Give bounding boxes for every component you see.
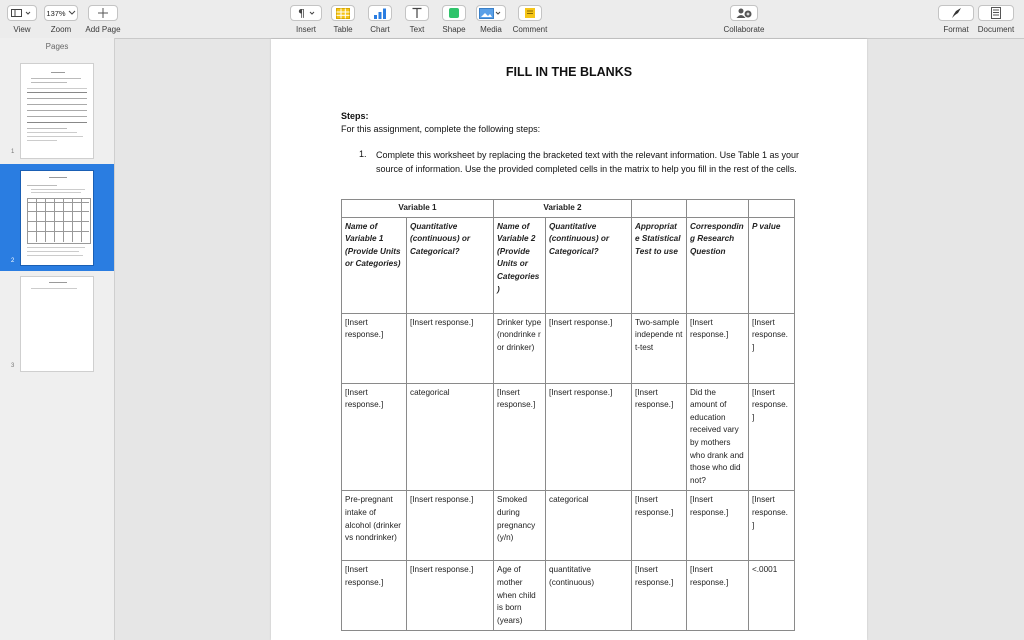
add-page-label: Add Page: [85, 25, 121, 34]
page-thumbnail-3[interactable]: [0, 274, 114, 374]
group-header-variable-2[interactable]: Variable 2: [494, 200, 632, 218]
document-page[interactable]: [271, 39, 867, 640]
table-cell[interactable]: [Insert response.]: [342, 313, 407, 383]
group-header-empty[interactable]: [687, 200, 749, 218]
add-page-control[interactable]: [84, 5, 122, 34]
table-cell[interactable]: [Insert response.]: [632, 491, 687, 561]
media-control[interactable]: [475, 5, 507, 34]
column-header[interactable]: P value: [749, 217, 795, 313]
page-number: 1: [11, 149, 15, 155]
table-cell[interactable]: Two-sample independe nt t-test: [632, 313, 687, 383]
view-control[interactable]: [6, 5, 38, 34]
zoom-label: Zoom: [50, 25, 72, 34]
document-control[interactable]: [976, 5, 1016, 34]
view-label: View: [13, 25, 31, 34]
table-cell[interactable]: [Insert response. ]: [749, 491, 795, 561]
zoom-select[interactable]: [44, 5, 78, 21]
table-cell[interactable]: Did the amount of education received vary by mothers who drank and those who did not?: [687, 383, 749, 491]
text-box-icon: [411, 7, 423, 19]
comment-button[interactable]: [518, 5, 542, 21]
shape-icon: [448, 7, 460, 19]
media-label: Media: [480, 25, 502, 34]
table-cell[interactable]: Age of mother when child is born (years): [494, 561, 546, 631]
table-cell[interactable]: [Insert response.]: [407, 313, 494, 383]
shape-label: Shape: [442, 25, 466, 34]
page-thumbnail-1[interactable]: [0, 54, 114, 162]
bar-chart-icon: [373, 8, 387, 19]
document-label: Document: [977, 25, 1015, 34]
shape-control[interactable]: [440, 5, 468, 34]
shape-button[interactable]: [442, 5, 466, 21]
column-header[interactable]: Name of Variable 1 (Provide Units or Categories): [342, 217, 407, 313]
table-cell[interactable]: [Insert response. ]: [749, 383, 795, 491]
format-control[interactable]: [938, 5, 974, 34]
page-thumbnail-image: [20, 170, 94, 266]
table-cell[interactable]: [Insert response.]: [687, 561, 749, 631]
pages-title: Pages: [45, 42, 69, 51]
column-header[interactable]: Name of Variable 2 (Provide Units or Categories ): [494, 217, 546, 313]
page-number: 3: [11, 363, 15, 369]
steps-label: Steps:: [341, 111, 369, 121]
page-number: 2: [11, 258, 15, 264]
page-thumbnail-2[interactable]: [0, 164, 114, 271]
paintbrush-icon: [950, 7, 962, 19]
table-cell[interactable]: categorical: [546, 491, 632, 561]
group-header-empty[interactable]: [749, 200, 795, 218]
paragraph-icon: [294, 7, 318, 19]
chart-button[interactable]: [368, 5, 392, 21]
comment-control[interactable]: [512, 5, 548, 34]
collaborate-label: Collaborate: [723, 25, 765, 34]
insert-label: Insert: [295, 25, 316, 34]
table-row: [342, 313, 795, 383]
table-cell[interactable]: quantitative (continuous): [546, 561, 632, 631]
collaborate-button[interactable]: [730, 5, 758, 21]
table-icon: [336, 8, 350, 19]
format-button[interactable]: [938, 5, 974, 21]
comment-icon: [524, 7, 536, 19]
zoom-value: 137%: [46, 8, 66, 18]
table-cell[interactable]: Drinker type (nondrinke r or drinker): [494, 313, 546, 383]
table-row: [342, 491, 795, 561]
step-number: 1.: [359, 149, 367, 159]
text-button[interactable]: [405, 5, 429, 21]
column-header[interactable]: Quantitative (continuous) or Categorical?: [546, 217, 632, 313]
table-cell[interactable]: [Insert response.]: [407, 491, 494, 561]
comment-label: Comment: [512, 25, 548, 34]
table-cell[interactable]: [Insert response.]: [342, 383, 407, 491]
group-header-variable-1[interactable]: Variable 1: [342, 200, 494, 218]
collaborate-icon: [735, 7, 753, 19]
text-control[interactable]: [404, 5, 430, 34]
table-cell[interactable]: [Insert response.]: [632, 561, 687, 631]
table-group-header-row: [342, 200, 795, 218]
table-cell[interactable]: [Insert response.]: [687, 491, 749, 561]
table-row: [342, 561, 795, 631]
table-row: [342, 383, 795, 491]
table-label: Table: [333, 25, 353, 34]
format-label: Format: [943, 25, 969, 34]
plus-icon: [97, 7, 109, 19]
table-cell[interactable]: categorical: [407, 383, 494, 491]
document-canvas: [115, 39, 1024, 640]
document-icon: [991, 7, 1001, 19]
text-label: Text: [409, 25, 425, 34]
table-cell[interactable]: [Insert response.]: [546, 313, 632, 383]
table-cell[interactable]: [Insert response.]: [687, 313, 749, 383]
worksheet-table[interactable]: [341, 199, 795, 631]
step-instruction: Complete this worksheet by replacing the bracketed text with the relevant information. Use Table 1 as your source of information. Use the provided completed cells in the matrix to help you fill in the rest of the cells.: [376, 150, 800, 174]
table-cell[interactable]: Pre-pregnant intake of alcohol (drinker vs nondrinker): [342, 491, 407, 561]
zoom-control[interactable]: [44, 5, 78, 34]
document-button[interactable]: [978, 5, 1014, 21]
table-header-row: [342, 217, 795, 313]
group-header-empty[interactable]: [632, 200, 687, 218]
table-cell[interactable]: [Insert response.]: [494, 383, 546, 491]
media-button[interactable]: [476, 5, 506, 21]
table-control[interactable]: [330, 5, 356, 34]
sidebar-view-icon: [10, 8, 34, 18]
media-icon: [479, 8, 503, 19]
insert-control[interactable]: [290, 5, 322, 34]
collaborate-control[interactable]: [716, 5, 772, 34]
table-cell[interactable]: <.0001: [749, 561, 795, 631]
pages-sidebar: [0, 38, 115, 640]
page-thumbnail-image: [20, 63, 94, 159]
column-header[interactable]: Quantitative (continuous) or Categorical?: [407, 217, 494, 313]
chevron-down-icon: [68, 10, 76, 16]
table-cell[interactable]: [Insert response.]: [407, 561, 494, 631]
table-cell[interactable]: [Insert response.]: [632, 383, 687, 491]
table-button[interactable]: [331, 5, 355, 21]
column-header[interactable]: Correspondin g Research Question: [687, 217, 749, 313]
add-page-button[interactable]: [88, 5, 118, 21]
chart-control[interactable]: [367, 5, 393, 34]
svg-text:¶: ¶: [298, 7, 305, 19]
steps-intro: For this assignment, complete the following steps:: [341, 124, 541, 134]
column-header[interactable]: Appropriat e Statistical Test to use: [632, 217, 687, 313]
table-cell[interactable]: [Insert response.]: [546, 383, 632, 491]
insert-button[interactable]: [290, 5, 322, 21]
toolbar: [0, 0, 1024, 39]
table-cell[interactable]: [Insert response. ]: [749, 313, 795, 383]
view-button[interactable]: [7, 5, 37, 21]
chart-label: Chart: [370, 25, 390, 34]
table-cell[interactable]: [Insert response.]: [342, 561, 407, 631]
table-cell[interactable]: Smoked during pregnancy (y/n): [494, 491, 546, 561]
page-thumbnail-image: [20, 276, 94, 372]
document-title: FILL IN THE BLANKS: [505, 65, 633, 79]
